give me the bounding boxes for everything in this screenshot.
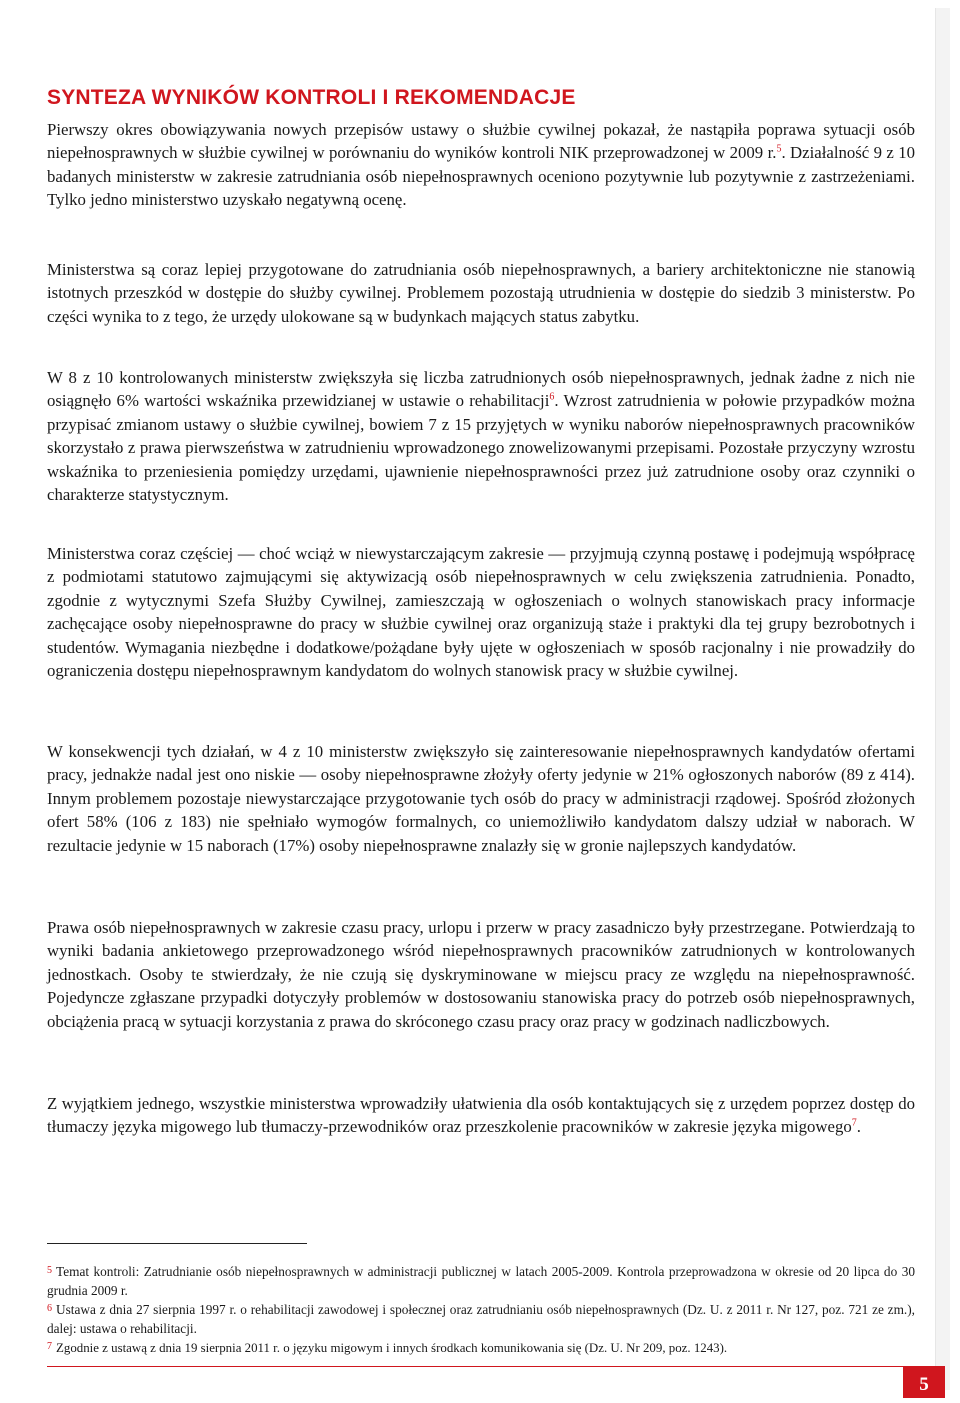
paragraph-3-text-b: . Wzrost zatrudnienia w połowie przypadków można przypisać zmianom ustawy o służbie cywilnej, bowiem 7 z 15 przyjętych w wyniku naborów niepełnosprawnych pracowników skorzystało z prawa pierwszeństwa w zatrudnieniu wprowadzonego znowelizowanymi przepisami. Pozostałe przyczyny wzrostu wskaźnika to przeniesienia pomiędzy urzędami, ujawnienie niepełnosprawności przez już zatrudnione osoby oraz czynniki o charakterze statystycznym. <box>47 391 915 505</box>
scrollbar[interactable] <box>935 8 950 1390</box>
paragraph-3 <box>47 366 915 506</box>
paragraph-7-text-b: . <box>856 1117 861 1137</box>
footnote-separator <box>47 1243 307 1244</box>
page-number-badge: 5 <box>903 1367 945 1398</box>
paragraph-7-text-a: Z wyjątkiem jednego, wszystkie ministerstwa wprowadziły ułatwienia dla osób kontaktujących się z urzędem poprzez dostęp do tłumaczy języka migowego lub tłumaczy-przewodników oraz przeszkolenie pracowników w zakresie języka migowego <box>47 1094 915 1137</box>
paragraph-1-text-a: Pierwszy okres obowiązywania nowych przepisów ustawy o służbie cywilnej pokazał, że nastąpiła poprawa sytuacji osób niepełnosprawnych w służbie cywilnej w porównaniu do wyników kontroli NIK przeprowadzonej w 2009 r. <box>47 120 915 163</box>
footnote-5-number: 5 <box>47 1265 52 1276</box>
footnote-6-text: Ustawa z dnia 27 sierpnia 1997 r. o rehabilitacji zawodowej i społecznej oraz zatrudnianiu osób niepełnosprawnych (Dz. U. z 2011 r. Nr 127, poz. 721 ze zm.), dalej: ustawa o rehabilitacji. <box>47 1302 915 1336</box>
paragraph-2: Ministerstwa są coraz lepiej przygotowane do zatrudniania osób niepełnosprawnych, a bariery architektoniczne nie stanowią istotnych przeszkód w dostępie do służby cywilnej. Problemem pozostają utrudnienia w dostępie do siedzib 3 ministerstw. Po części wynika to z tego, że urzędy ulokowane są w budynkach mających status zabytku. <box>47 260 915 326</box>
footnote-6 <box>47 1299 915 1338</box>
page-title: SYNTEZA WYNIKÓW KONTROLI I REKOMENDACJE <box>47 86 576 109</box>
footnote-7-number: 7 <box>47 1341 52 1352</box>
paragraph-1 <box>47 118 915 212</box>
paragraph-5: W konsekwencji tych działań, w 4 z 10 ministerstw zwiększyło się zainteresowanie niepełnosprawnych kandydatów ofertami pracy, jednakże nadal jest ono niskie — osoby niepełnosprawne złożyły oferty jedynie w 21% ogłoszonych naborów (89 z 414). Innym problemem pozostaje niewystarczające przygotowanie tych osób do pracy w administracji rządowej. Spośród złożonych ofert 58% (106 z 183) nie spełniało wymogów formalnych, co uniemożliwiło kandydatom dalszy udział w naborach. W rezultacie jedynie w 15 naborach (17%) osoby niepełnosprawne znalazły się w gronie najlepszych kandydatów. <box>47 742 915 855</box>
paragraph-6: Prawa osób niepełnosprawnych w zakresie czasu pracy, urlopu i przerw w pracy zasadniczo były przestrzegane. Potwierdzają to wyniki badania ankietowego przeprowadzonego wśród niepełnosprawnych pracowników zatrudnionych w kontrolowanych jednostkach. Osoby te stwierdzały, że nie czują się dyskryminowane w miejscu pracy ze względu na niepełnosprawność. Pojedyncze zgłaszane przypadki dotyczyły problemów w dostosowaniu stanowiska pracy do potrzeb osób niepełnosprawnych, obciążenia pracą w sytuacji korzystania z prawa do skróconego czasu pracy oraz pracy w godzinach nadliczbowych. <box>47 918 915 1031</box>
footnote-6-number: 6 <box>47 1303 52 1314</box>
paragraph-1-text-b: . Działalność 9 z 10 badanych ministerstw w zakresie zatrudniania osób niepełnosprawnych oceniono pozytywnie lub pozytywnie z zastrzeżeniami. Tylko jedno ministerstwo uzyskało negatywną ocenę. <box>47 143 916 210</box>
paragraph-7 <box>47 1092 915 1139</box>
footnote-7-text: Zgodnie z ustawą z dnia 19 sierpnia 2011 r. o języku migowym i innych środkach komunikowania się (Dz. U. Nr 209, poz. 1243). <box>56 1341 728 1355</box>
footnote-7 <box>47 1337 915 1358</box>
footnote-5 <box>47 1261 915 1300</box>
footnote-ref-7[interactable]: 7 <box>851 1117 857 1129</box>
footnote-5-text: Temat kontroli: Zatrudnianie osób niepełnosprawnych w administracji publicznej w latach 2005-2009. Kontrola przeprowadzona w okresie od 20 lipca do 30 grudnia 2009 r. <box>47 1264 915 1298</box>
paragraph-3-text-a: W 8 z 10 kontrolowanych ministerstw zwiększyła się liczba zatrudnionych osób niepełnosprawnych, jednak żadne z nich nie osiągnęło 6% wartości wskaźnika przewidzianej w ustawie o rehabilitacji <box>47 368 915 411</box>
footnote-ref-5[interactable]: 5 <box>776 143 782 155</box>
footnote-ref-6[interactable]: 6 <box>549 391 555 403</box>
paragraph-4: Ministerstwa coraz częściej — choć wciąż w niewystarczającym zakresie — przyjmują czynną postawę i podejmują współpracę z podmiotami statutowo zajmującymi się aktywizacją osób niepełnosprawnych w celu zwiększenia zatrudnienia. Ponadto, zgodnie z wytycznymi Szefa Służby Cywilnej, zamieszczają w ogłoszeniach o wolnych stanowiskach pracy informacje zachęcające osoby niepełnosprawne do pracy w służbie cywilnej oraz organizują staże i praktyki dla tej grupy bezrobotnych i studentów. Wymagania niezbędne i dodatkowe/pożądane były ujęte w ogłoszeniach w sposób racjonalny i nie prowadziły do ograniczenia dostępu niepełnosprawnym kandydatom do wolnych stanowisk pracy w służbie cywilnej. <box>47 544 915 681</box>
page-footer-line <box>47 1366 945 1367</box>
